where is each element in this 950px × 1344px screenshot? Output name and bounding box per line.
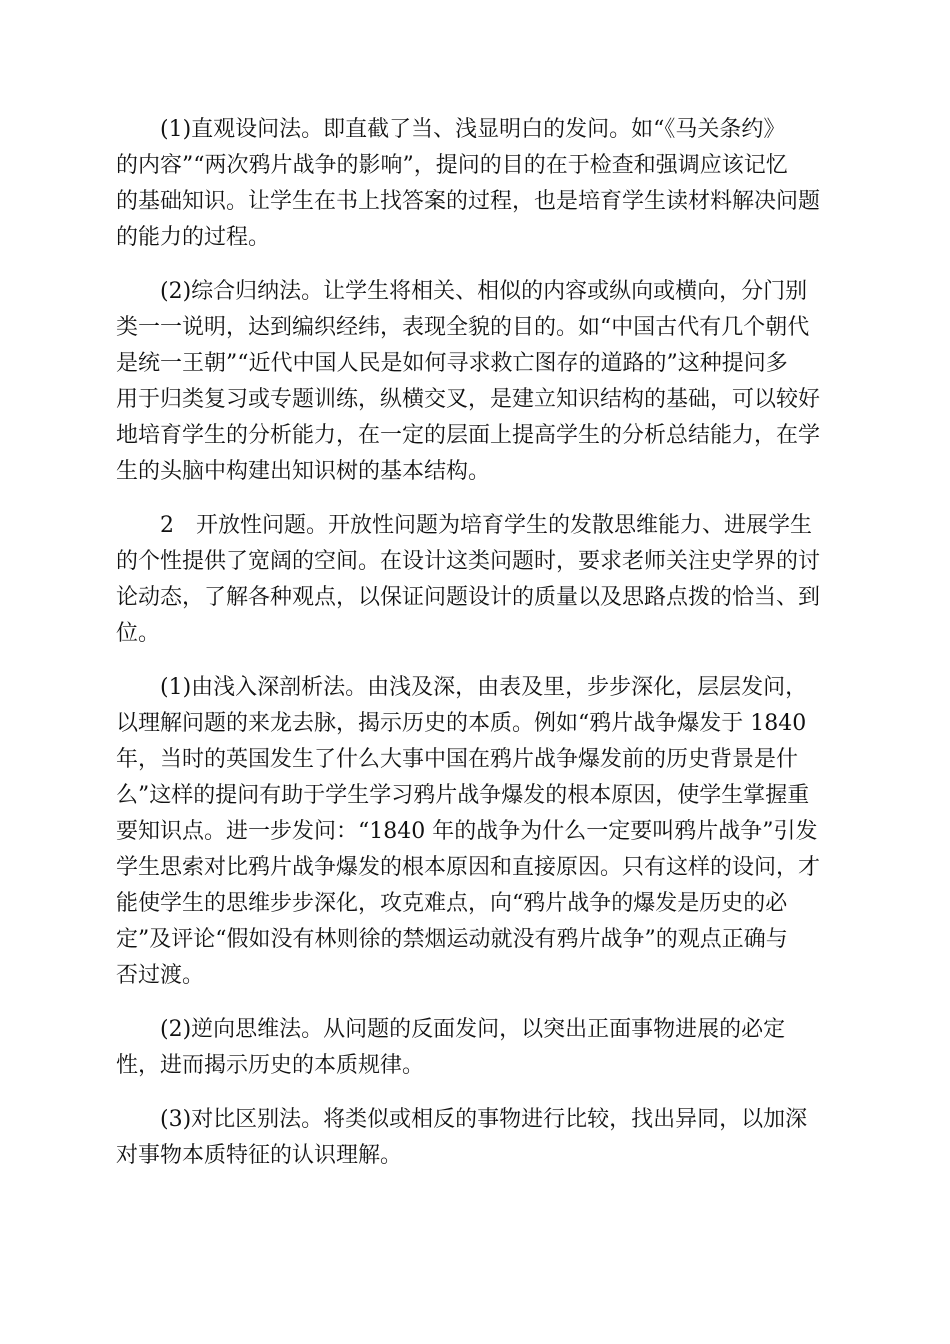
paragraph-line: 要知识点。进一步发问：“1840 年的战争为什么一定要叫鸦片战争”引发 [116, 819, 818, 844]
paragraph-line: 的内容”“两次鸦片战争的影响”，提问的目的在于检查和强调应该记忆 [116, 153, 788, 178]
paragraph-line: (2)综合归纳法。让学生将相关、相似的内容或纵向或横向，分门别 [160, 279, 808, 304]
paragraph-line: 用于归类复习或专题训练，纵横交叉，是建立知识结构的基础，可以较好 [116, 387, 821, 412]
paragraph-line: 生的头脑中构建出知识树的基本结构。 [116, 459, 491, 484]
paragraph-line: 的个性提供了宽阔的空间。在设计这类问题时，要求老师关注史学界的讨 [116, 549, 821, 574]
paragraph-line: 定”及评论“假如没有林则徐的禁烟运动就没有鸦片战争”的观点正确与 [116, 927, 788, 952]
paragraph-line: 否过渡。 [116, 963, 205, 988]
paragraph-line: 学生思索对比鸦片战争爆发的根本原因和直接原因。只有这样的设问，才 [116, 855, 821, 880]
paragraph-comparison [116, 1102, 836, 1174]
document-page [116, 112, 836, 1192]
paragraph-line: 位。 [116, 621, 161, 646]
paragraph-line: (1)由浅入深剖析法。由浅及深，由表及里，步步深化，层层发问， [160, 675, 808, 700]
paragraph-line: (1)直观设问法。即直截了当、浅显明白的发问。如“《马关条约》 [160, 117, 786, 142]
paragraph-line: 的能力的过程。 [116, 225, 271, 250]
paragraph-line: 2 开放性问题。开放性问题为培育学生的发散思维能力、进展学生 [160, 513, 812, 538]
paragraph-line: 是统一王朝”“近代中国人民是如何寻求救亡图存的道路的”这种提问多 [116, 351, 788, 376]
paragraph-comprehensive-induction [116, 274, 836, 490]
paragraph-line: 论动态，了解各种观点，以保证问题设计的质量以及思路点拨的恰当、到 [116, 585, 821, 610]
paragraph-line: 能使学生的思维步步深化，攻克难点，向“鸦片战争的爆发是历史的必 [116, 891, 788, 916]
paragraph-line: 以理解问题的来龙去脉，揭示历史的本质。例如“鸦片战争爆发于 1840 [116, 711, 807, 736]
paragraph-line: (3)对比区别法。将类似或相反的事物进行比较，找出异同，以加深 [160, 1107, 808, 1132]
paragraph-line: 类一一说明，达到编织经纬，表现全貌的目的。如“中国古代有几个朝代 [116, 315, 810, 340]
paragraph-line: 年，当时的英国发生了什么大事中国在鸦片战争爆发前的历史背景是什 [116, 747, 799, 772]
paragraph-open-questions [116, 508, 836, 652]
paragraph-progressive-analysis [116, 670, 836, 994]
paragraph-line: 性，进而揭示历史的本质规律。 [116, 1053, 425, 1078]
paragraph-line: (2)逆向思维法。从问题的反面发问，以突出正面事物进展的必定 [160, 1017, 786, 1042]
paragraph-reverse-thinking [116, 1012, 836, 1084]
paragraph-line: 么”这样的提问有助于学生学习鸦片战争爆发的根本原因，使学生掌握重 [116, 783, 810, 808]
paragraph-line: 地培育学生的分析能力，在一定的层面上提高学生的分析总结能力，在学 [116, 423, 821, 448]
paragraph-line: 对事物本质特征的认识理解。 [116, 1143, 403, 1168]
paragraph-intuitive-questioning [116, 112, 836, 256]
paragraph-line: 的基础知识。让学生在书上找答案的过程，也是培育学生读材料解决问题 [116, 189, 821, 214]
